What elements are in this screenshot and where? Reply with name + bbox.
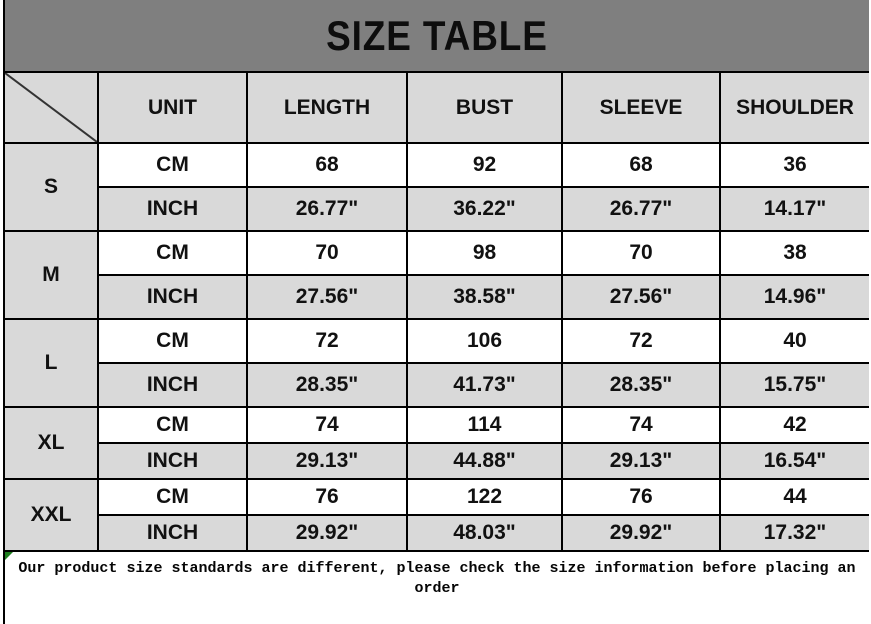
value-cell: 28.35" [247, 363, 407, 407]
size-label-xxl: XXL [5, 479, 98, 551]
value-cell: 68 [247, 143, 407, 187]
value-cell: 26.77" [247, 187, 407, 231]
row-xxl-cm [5, 479, 869, 515]
column-header-length: LENGTH [247, 72, 407, 143]
row-s-inch [5, 187, 869, 231]
value-cell: 44 [720, 479, 869, 515]
value-cell: 40 [720, 319, 869, 363]
value-cell: 70 [562, 231, 720, 275]
value-cell: 74 [562, 407, 720, 443]
page-title: SIZE TABLE [326, 11, 548, 59]
row-xl-inch [5, 443, 869, 479]
size-label-m: M [5, 231, 98, 319]
excel-flag-icon [5, 552, 13, 560]
value-cell: 29.13" [562, 443, 720, 479]
value-cell: 14.17" [720, 187, 869, 231]
size-label-xl: XL [5, 407, 98, 479]
note-text [5, 552, 869, 617]
value-cell: 36 [720, 143, 869, 187]
value-cell: 98 [407, 231, 562, 275]
value-cell: 70 [247, 231, 407, 275]
value-cell: 44.88" [407, 443, 562, 479]
row-xl-cm [5, 407, 869, 443]
note-label: Our product size standards are different, please check the size information before placing an order [18, 560, 856, 597]
value-cell: 38 [720, 231, 869, 275]
value-cell: 76 [562, 479, 720, 515]
value-cell: 16.54" [720, 443, 869, 479]
title-bar [5, 0, 869, 71]
value-cell: 26.77" [562, 187, 720, 231]
unit-cell-cm: CM [98, 479, 247, 515]
unit-cell-cm: CM [98, 407, 247, 443]
value-cell: 76 [247, 479, 407, 515]
row-m-cm [5, 231, 869, 275]
row-xxl-inch [5, 515, 869, 551]
value-cell: 48.03" [407, 515, 562, 551]
size-label-s: S [5, 143, 98, 231]
value-cell: 27.56" [562, 275, 720, 319]
row-l-cm [5, 319, 869, 363]
value-cell: 14.96" [720, 275, 869, 319]
value-cell: 17.32" [720, 515, 869, 551]
value-cell: 15.75" [720, 363, 869, 407]
value-cell: 27.56" [247, 275, 407, 319]
unit-cell-cm: CM [98, 319, 247, 363]
column-header-sleeve: SLEEVE [562, 72, 720, 143]
value-cell: 28.35" [562, 363, 720, 407]
unit-cell-inch: INCH [98, 275, 247, 319]
unit-cell-inch: INCH [98, 187, 247, 231]
size-chart-sheet [3, 0, 869, 624]
value-cell: 74 [247, 407, 407, 443]
value-cell: 114 [407, 407, 562, 443]
size-table [5, 71, 869, 552]
value-cell: 72 [247, 319, 407, 363]
value-cell: 42 [720, 407, 869, 443]
value-cell: 38.58" [407, 275, 562, 319]
unit-cell-cm: CM [98, 231, 247, 275]
row-s-cm [5, 143, 869, 187]
unit-cell-inch: INCH [98, 363, 247, 407]
value-cell: 122 [407, 479, 562, 515]
header-row [5, 72, 869, 143]
unit-cell-inch: INCH [98, 515, 247, 551]
value-cell: 29.92" [247, 515, 407, 551]
value-cell: 36.22" [407, 187, 562, 231]
row-l-inch [5, 363, 869, 407]
value-cell: 41.73" [407, 363, 562, 407]
value-cell: 72 [562, 319, 720, 363]
value-cell: 29.92" [562, 515, 720, 551]
column-header-shoulder: SHOULDER [720, 72, 869, 143]
column-header-unit: UNIT [98, 72, 247, 143]
row-m-inch [5, 275, 869, 319]
diagonal-line-icon [5, 73, 97, 142]
unit-cell-inch: INCH [98, 443, 247, 479]
value-cell: 92 [407, 143, 562, 187]
corner-diagonal-cell [5, 72, 98, 143]
size-label-l: L [5, 319, 98, 407]
column-header-bust: BUST [407, 72, 562, 143]
value-cell: 68 [562, 143, 720, 187]
value-cell: 29.13" [247, 443, 407, 479]
unit-cell-cm: CM [98, 143, 247, 187]
value-cell: 106 [407, 319, 562, 363]
